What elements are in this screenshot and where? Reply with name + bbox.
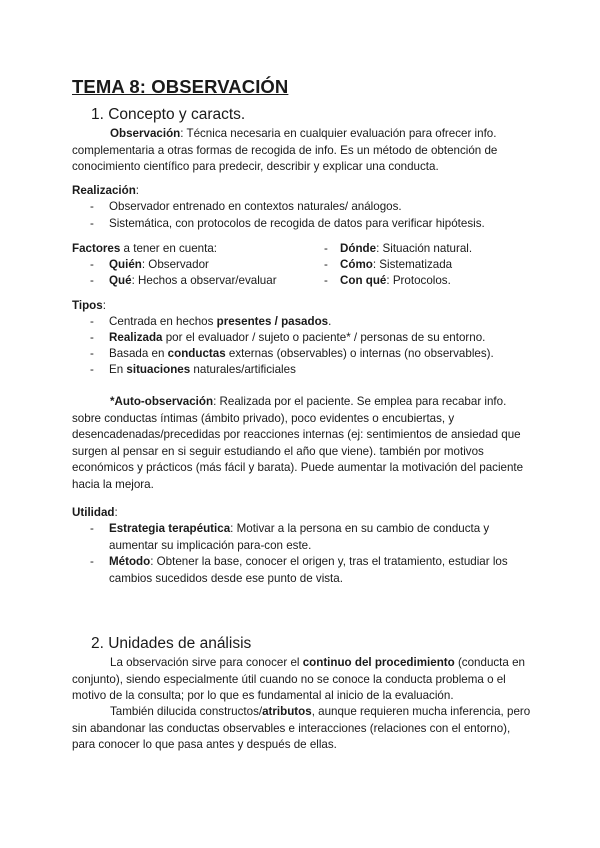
paragraph-continuo: La observación sirve para conocer el continuo del procedimiento (conducta en conjunto), siendo especialmente útil cuando no se conoce la conducta problema o el motivo de la consulta; por lo que es fundamental al inicio de la evaluación. — [72, 656, 525, 703]
section-heading-concepto: 1. Concepto y caracts. — [91, 106, 246, 123]
label-utilidad: Utilidad: — [72, 506, 118, 519]
section-heading-unidades: 2. Unidades de análisis — [91, 635, 252, 652]
list-item: Observador entrenado en contextos naturales/ análogos. — [109, 200, 402, 213]
observacion-text: : Técnica necesaria en cualquier evaluación para ofrecer info. complementaria a otras formas de recogida de info. Es un método de obtención de conocimiento científico para predecir, describir y explicar una conducta. — [72, 127, 498, 174]
label-tipos: Tipos: — [72, 299, 106, 312]
label-factores: Factores a tener en cuenta: — [72, 242, 218, 255]
paragraph-observacion — [72, 126, 532, 176]
list-item: Sistemática, con protocolos de recogida de datos para verificar hipótesis. — [109, 217, 485, 230]
term-observacion: Observación — [110, 127, 181, 140]
page-title: TEMA 8: OBSERVACIÓN — [72, 76, 289, 97]
paragraph-atributos: También dilucida constructos/atributos, aunque requieren mucha inferencia, pero sin abandonar las conductas observables e interacciones (relaciones con el entorno), para conocer lo que pasa antes y después de ellas. — [72, 705, 531, 752]
paragraph-auto-observacion — [72, 394, 532, 494]
label-realizacion: Realización: — [72, 184, 140, 197]
auto-observacion-text: : Realizada por el paciente. Se emplea para recabar info. sobre conductas íntimas (ámbito privado), poco evidentes o encubiertas, y desencadenadas/precedidas por reacciones internas (ej: sentimientos de ansiedad que surgen al pensar en si seguir estudiando el año que viene). también por motivos económicos y prácticos (más fácil y barata). Puede aumentar la motivación del paciente hacia la mejora. — [72, 395, 524, 491]
term-auto-observacion: *Auto-observación — [110, 395, 214, 408]
